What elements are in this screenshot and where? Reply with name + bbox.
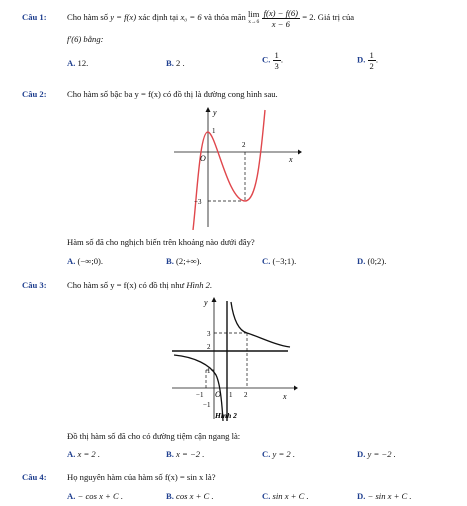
- q3-option-d-label: D.: [357, 449, 366, 459]
- q2-option-b[interactable]: [166, 256, 202, 266]
- q4-option-b-value: cos x + C .: [176, 491, 214, 501]
- q3-prompt: Đồ thị hàm số đã cho có đường tiệm cận ngang là:: [67, 431, 241, 441]
- q2-option-b-value: (2;+∞).: [176, 256, 202, 266]
- q2-tick-1: 1: [212, 127, 216, 135]
- q1-option-c-label: C.: [262, 54, 271, 65]
- q3-x-label: x: [283, 392, 287, 401]
- q1-option-c-fraction: $\frac{1}{3}$: [274, 50, 279, 71]
- q3-y-label: y: [204, 298, 208, 307]
- q1-text-post: . Giá trị của: [313, 12, 355, 22]
- q2-option-d-label: D.: [357, 256, 366, 266]
- q1-x0: x₀ = 6: [180, 12, 202, 22]
- q4-option-d-label: D.: [357, 491, 366, 501]
- q2-option-a[interactable]: [67, 256, 103, 266]
- q1-option-d-fraction: $\frac{1}{2}$: [369, 50, 374, 71]
- q4-option-d-value: − sin x + C .: [367, 491, 412, 501]
- q3-tick-1: 1: [207, 367, 211, 375]
- q3-option-b-label: B.: [166, 449, 174, 459]
- q3-y-arrow: [212, 297, 217, 302]
- q4-option-b-label: B.: [166, 491, 174, 501]
- q1-option-b-label: B.: [166, 58, 174, 68]
- q2-tick-m3: −3: [194, 198, 202, 206]
- q3-graph: [170, 293, 302, 423]
- q1-option-d[interactable]: D. $\frac{1}{2}$ .: [357, 50, 378, 71]
- q3-caption: Hình 2: [215, 411, 237, 420]
- q3-origin-label: O: [215, 390, 221, 399]
- q4-option-a[interactable]: [67, 491, 123, 501]
- q1-option-a-label: A.: [67, 58, 76, 68]
- q3-option-b-value: x = −2 .: [176, 449, 205, 459]
- q3-tick-x1: 1: [229, 391, 233, 399]
- q1-line2: f′(6) bằng:: [67, 34, 104, 44]
- q4-option-d[interactable]: [357, 491, 412, 501]
- q3-tick-3: 3: [207, 330, 211, 338]
- q4-option-b[interactable]: [166, 491, 214, 501]
- q4-option-a-label: A.: [67, 491, 76, 501]
- q1-option-b[interactable]: [166, 58, 185, 68]
- q2-x-arrow: [298, 150, 302, 155]
- q2-option-c-value: (−3;1).: [272, 256, 297, 266]
- q3-right-branch: [231, 302, 290, 347]
- q2-option-c[interactable]: [262, 256, 296, 266]
- q1-text-mid2: và thỏa mãn: [203, 12, 246, 22]
- q1-func: y = f(x): [110, 12, 137, 22]
- q2-origin-label: O: [200, 154, 206, 163]
- question-1-label: Câu 1:: [22, 12, 47, 22]
- q3-tick-m1-x: −1: [196, 391, 204, 399]
- q3-option-a-value: x = 2 .: [77, 449, 101, 459]
- q3-tick-2: 2: [207, 343, 211, 351]
- q2-prompt: Hàm số đã cho nghịch biến trên khoảng nào dưới đây?: [67, 237, 255, 247]
- question-3-label: Câu 3:: [22, 280, 47, 290]
- q2-option-d-value: (0;2).: [367, 256, 387, 266]
- q2-y-label: y: [213, 108, 217, 117]
- q1-text-mid: xác định tại: [138, 12, 179, 22]
- q2-option-a-value: (−∞;0).: [77, 256, 104, 266]
- q3-tick-x2: 2: [244, 391, 248, 399]
- q2-option-a-label: A.: [67, 256, 76, 266]
- q1-option-d-label: D.: [357, 54, 366, 65]
- q1-option-a-value: 12.: [77, 58, 89, 68]
- question-4-label: Câu 4:: [22, 472, 47, 482]
- q3-option-d-value: y = −2 .: [367, 449, 396, 459]
- q1-text-pre: Cho hàm số: [67, 12, 109, 22]
- q3-option-b[interactable]: [166, 449, 204, 459]
- q4-option-a-value: − cos x + C .: [77, 491, 124, 501]
- q4-option-c-value: sin x + C .: [272, 491, 309, 501]
- q2-cubic-graph: [172, 105, 302, 230]
- q4-option-c[interactable]: [262, 491, 309, 501]
- q1-limit: lim x→6: [247, 9, 260, 26]
- q2-cubic-curve: [193, 110, 265, 230]
- q3-option-d[interactable]: [357, 449, 396, 459]
- q1-option-c[interactable]: C. $\frac{1}{3}$ .: [262, 50, 283, 71]
- q3-option-c-value: y = 2 .: [272, 449, 296, 459]
- q3-option-c[interactable]: [262, 449, 295, 459]
- q2-y-arrow: [206, 107, 211, 112]
- q3-option-c-label: C.: [262, 449, 271, 459]
- q1-fraction: $\frac{f(x) - f(6)}{x - 6}$: [263, 7, 299, 29]
- q2-option-c-label: C.: [262, 256, 271, 266]
- q2-tick-2: 2: [242, 141, 246, 149]
- question-2-stem: Cho hàm số bậc ba y = f(x) có đồ thị là đường cong hình sau.: [67, 89, 278, 99]
- q3-tick-m1-y: −1: [203, 401, 211, 409]
- question-3-stem: [67, 280, 212, 290]
- q2-option-d[interactable]: [357, 256, 386, 266]
- question-1-stem: [67, 6, 354, 29]
- q1-option-a[interactable]: [67, 58, 88, 68]
- q3-option-a-label: A.: [67, 449, 76, 459]
- q2-x-label: x: [289, 155, 293, 164]
- question-2-label: Câu 2:: [22, 89, 47, 99]
- q3-option-a[interactable]: [67, 449, 100, 459]
- question-4-stem: Họ nguyên hàm của hàm số f(x) = sin x là?: [67, 472, 216, 482]
- q1-option-b-value: 2 .: [176, 58, 185, 68]
- q2-option-b-label: B.: [166, 256, 174, 266]
- q3-text-fig: Hình 2.: [186, 280, 213, 290]
- q3-x-arrow: [294, 386, 298, 391]
- q4-option-c-label: C.: [262, 491, 271, 501]
- q1-equals: = 2: [302, 12, 314, 22]
- q3-text-pre: Cho hàm số y = f(x) có đồ thị như: [67, 280, 185, 290]
